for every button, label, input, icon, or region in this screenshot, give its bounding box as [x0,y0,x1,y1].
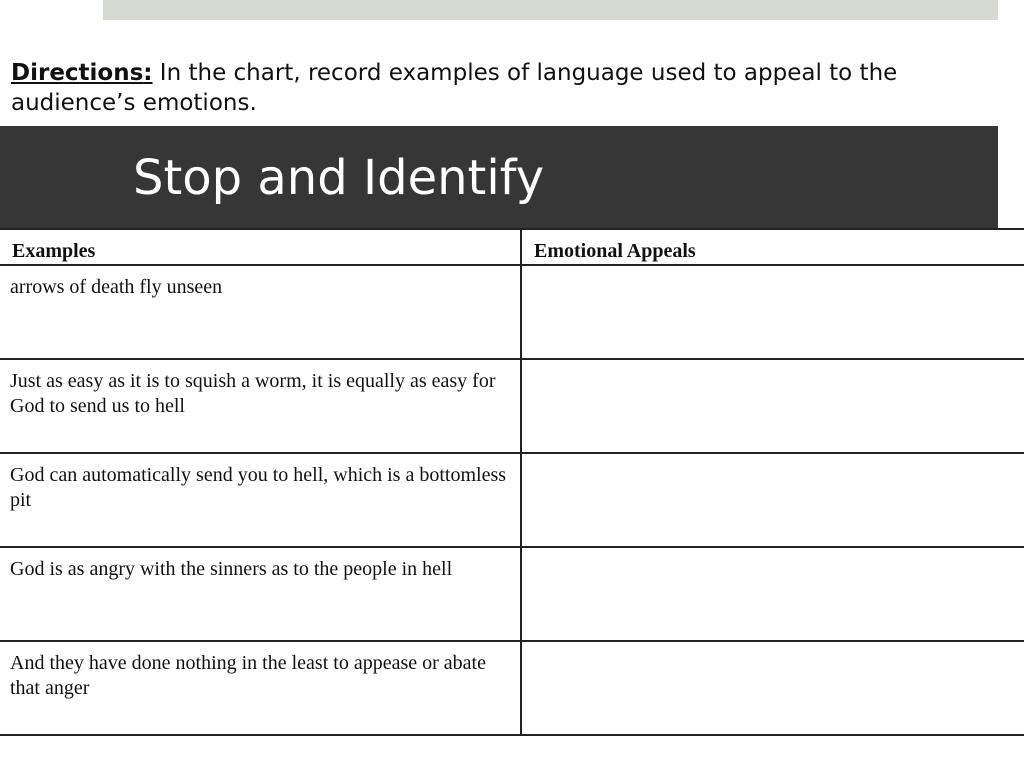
appeal-text [522,642,1024,651]
table-row [0,547,1024,641]
appeal-text [522,266,1024,275]
directions-label-word: Directions [11,60,144,86]
column-header-examples-label: Examples [12,240,96,262]
identify-chart [0,228,1024,736]
example-text: God is as angry with the sinners as to the people in hell [10,558,453,580]
table-row [0,359,1024,453]
directions-text [11,58,1001,118]
example-cell [0,265,521,359]
directions-body: In the chart, record examples of language used to appeal to the audience’s emotions. [11,60,898,116]
directions-label [11,60,153,86]
table-header-row [0,229,1024,265]
appeal-text [522,454,1024,463]
appeal-cell[interactable] [521,265,1024,359]
table-row [0,265,1024,359]
appeal-cell[interactable] [521,359,1024,453]
example-cell [0,359,521,453]
example-text: arrows of death fly unseen [10,276,223,298]
example-text: Just as easy as it is to squish a worm, it is equally as easy for God to send us to hell [10,370,496,417]
table-row [0,453,1024,547]
appeal-cell[interactable] [521,453,1024,547]
table-row [0,641,1024,735]
appeal-text [522,548,1024,557]
example-cell [0,547,521,641]
slide-title: Stop and Identify [133,150,545,206]
directions-label-colon: : [143,60,153,86]
column-header-examples [0,229,521,265]
appeal-cell[interactable] [521,547,1024,641]
appeal-cell[interactable] [521,641,1024,735]
column-header-emotional-appeals [521,229,1024,265]
example-text: And they have done nothing in the least to appease or abate that anger [10,652,486,699]
column-header-emotional-appeals-label: Emotional Appeals [534,240,696,262]
title-bar [0,126,998,228]
example-cell [0,641,521,735]
example-cell [0,453,521,547]
appeal-text [522,360,1024,369]
example-text: God can automatically send you to hell, which is a bottomless pit [10,464,507,511]
top-decorative-bar [103,0,998,20]
